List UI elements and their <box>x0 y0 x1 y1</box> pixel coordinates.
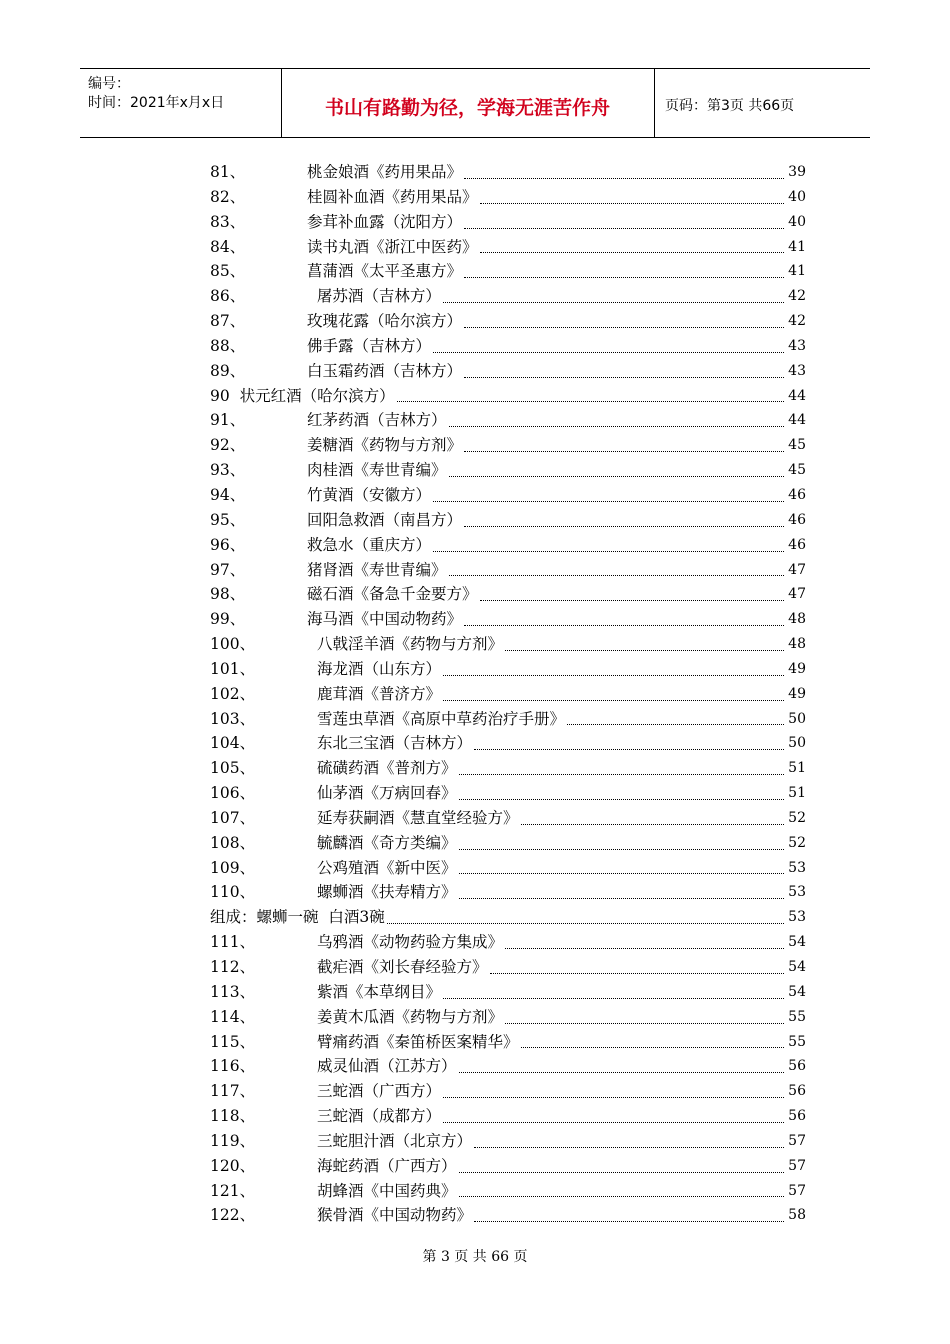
toc-entry-title: 红茅药酒（吉林方） <box>307 411 447 430</box>
toc-entry-page: 56 <box>788 1108 806 1125</box>
toc-dot-leader <box>464 154 784 179</box>
toc-entry-number: 92、 <box>210 436 246 455</box>
toc-entry-number: 84、 <box>210 237 246 256</box>
toc-entry-page: 56 <box>788 1058 806 1075</box>
toc-entry-number: 85、 <box>210 262 246 281</box>
toc-entry-title: 三蛇酒（广西方） <box>317 1082 442 1101</box>
toc-entry-number: 91、 <box>210 411 246 430</box>
toc-entry-title: 臂痛药酒《秦笛桥医案精华》 <box>317 1032 519 1051</box>
toc-dot-leader <box>443 651 784 676</box>
toc-dot-leader <box>474 1197 784 1222</box>
toc-entry-page: 50 <box>788 735 806 752</box>
toc-dot-leader <box>433 328 784 353</box>
document-number-label: 编号： <box>88 76 130 92</box>
toc-entry-title: 雪莲虫草酒《高原中草药治疗手册》 <box>317 709 566 728</box>
toc-dot-leader <box>567 701 784 726</box>
toc-entry-number: 122、 <box>210 1206 256 1225</box>
toc-entry-page: 54 <box>788 959 806 975</box>
document-time-label: 时间：2021年x月x日 <box>88 95 225 111</box>
toc-entry-page: 50 <box>788 710 806 727</box>
toc-dot-leader <box>449 452 784 477</box>
toc-entry-number: 114、 <box>210 1007 256 1026</box>
toc-entry-number: 105、 <box>210 759 256 778</box>
toc-entry-page: 49 <box>788 660 806 677</box>
toc-entry-number: 110、 <box>210 883 256 902</box>
toc-entry-title: 肉桂酒《寿世青编》 <box>307 461 447 480</box>
toc-dot-leader <box>464 204 784 229</box>
toc-entry-title: 姜黄木瓜酒《药物与方剂》 <box>317 1007 504 1026</box>
toc-entry-page: 57 <box>788 1157 806 1174</box>
toc-entry-page: 48 <box>788 636 806 653</box>
toc-dot-leader <box>443 278 784 303</box>
toc-entry-number: 113、 <box>210 982 256 1001</box>
toc-entry-title: 90 状元红酒（哈尔滨方） <box>210 386 395 405</box>
toc-dot-leader <box>464 427 784 452</box>
toc-dot-leader <box>459 1048 784 1073</box>
toc-dot-leader <box>480 229 784 254</box>
header-motto-cell <box>281 69 655 137</box>
toc-entry-title: 紫酒《本草纲目》 <box>317 982 442 1001</box>
toc-entry-title: 白玉霜药酒（吉林方） <box>307 361 463 380</box>
toc-dot-leader <box>521 1024 784 1049</box>
toc-entry-number: 117、 <box>210 1082 256 1101</box>
toc-dot-leader <box>464 303 784 328</box>
toc-dot-leader <box>474 1123 784 1148</box>
toc-entry-title: 毓麟酒《奇方类编》 <box>317 833 457 852</box>
toc-entry-page: 40 <box>788 188 806 205</box>
page-header <box>80 68 870 138</box>
toc-entry-title: 胡蜂酒《中国药典》 <box>317 1181 457 1200</box>
toc-entry-number: 87、 <box>210 312 246 331</box>
toc-entry-number: 106、 <box>210 784 256 803</box>
toc-dot-leader <box>459 775 784 800</box>
toc-entry-number: 82、 <box>210 187 246 206</box>
toc-entry-title: 读书丸酒《浙江中医药》 <box>307 237 478 256</box>
toc-entry-title: 三蛇胆汁酒（北京方） <box>317 1131 473 1150</box>
toc-entry-page: 42 <box>788 313 806 330</box>
toc-entry-page: 58 <box>788 1207 806 1224</box>
toc-entry-title: 威灵仙酒（江苏方） <box>317 1057 457 1076</box>
toc-entry-page: 57 <box>788 1132 806 1149</box>
toc-dot-leader <box>480 576 784 601</box>
toc-entry-page: 53 <box>788 909 806 926</box>
toc-entry-title: 八戟淫羊酒《药物与方剂》 <box>317 635 504 654</box>
toc-entry-title: 猴骨酒《中国动物药》 <box>317 1206 473 1225</box>
toc-entry-title: 磁石酒《备急千金要方》 <box>307 585 478 604</box>
toc-entry-page: 48 <box>788 611 806 628</box>
toc-entry-title: 桂圆补血酒《药用果品》 <box>307 187 478 206</box>
toc-entry-body <box>317 1203 786 1228</box>
toc-dot-leader <box>443 1098 784 1123</box>
toc-dot-leader <box>521 800 784 825</box>
toc-entry-page: 52 <box>788 809 806 826</box>
toc-entry-title: 螺蛳酒《扶寿精方》 <box>317 883 457 902</box>
toc-entry-title: 海蛇药酒（广西方） <box>317 1156 457 1175</box>
toc-dot-leader <box>387 899 784 924</box>
toc-entry-page: 44 <box>788 387 806 404</box>
toc-entry-number: 89、 <box>210 361 246 380</box>
toc-dot-leader <box>459 850 784 875</box>
toc-dot-leader <box>443 676 784 701</box>
toc-dot-leader <box>505 924 784 949</box>
toc-entry-number: 116、 <box>210 1057 256 1076</box>
table-of-contents <box>210 160 806 1228</box>
toc-entry-page: 41 <box>788 238 806 255</box>
toc-entry-title: 延寿获嗣酒《慧直堂经验方》 <box>317 808 519 827</box>
toc-entry-page: 46 <box>788 486 806 503</box>
toc-entry-number: 83、 <box>210 212 246 231</box>
header-page-cell <box>655 69 870 137</box>
toc-dot-leader <box>443 974 784 999</box>
toc-entry-title: 竹黄酒（安徽方） <box>307 485 432 504</box>
toc-entry-title: 参茸补血露（沈阳方） <box>307 212 463 231</box>
header-page-info: 页码：第3页 共66页 <box>665 98 795 114</box>
toc-dot-leader <box>490 949 784 974</box>
toc-entry-title: 公鸡殖酒《新中医》 <box>317 858 457 877</box>
toc-entry-title: 屠苏酒（吉林方） <box>307 287 441 306</box>
toc-dot-leader <box>505 999 784 1024</box>
toc-entry-title: 海龙酒（山东方） <box>317 659 442 678</box>
toc-entry-number: 118、 <box>210 1107 256 1126</box>
toc-entry-page: 44 <box>788 412 806 429</box>
toc-entry-page: 55 <box>788 1008 806 1025</box>
toc-entry-title: 佛手露（吉林方） <box>307 336 432 355</box>
toc-entry-page: 52 <box>788 834 806 851</box>
toc-entry-page: 42 <box>788 288 806 305</box>
toc-entry-number: 104、 <box>210 734 256 753</box>
toc-entry-title: 猪肾酒《寿世青编》 <box>307 560 447 579</box>
toc-entry-page: 53 <box>788 884 806 901</box>
toc-dot-leader <box>433 477 784 502</box>
toc-entry-number: 86、 <box>210 287 246 306</box>
toc-entry-title: 菖蒲酒《太平圣惠方》 <box>307 262 463 281</box>
toc-entry-page: 51 <box>788 760 806 777</box>
toc-entry-title: 截疟酒《刘长春经验方》 <box>317 958 488 976</box>
toc-entry-page: 47 <box>788 586 806 603</box>
toc-entry-page: 43 <box>788 337 806 354</box>
toc-entry-number: 107、 <box>210 808 256 827</box>
toc-dot-leader <box>397 378 784 403</box>
toc-entry-title: 海马酒《中国动物药》 <box>307 610 463 629</box>
toc-entry-page: 39 <box>788 164 806 180</box>
toc-dot-leader <box>449 552 784 577</box>
toc-entry-title: 三蛇酒（成都方） <box>317 1107 442 1126</box>
toc-entry-page: 45 <box>788 437 806 454</box>
toc-entry-number: 99、 <box>210 610 246 629</box>
toc-dot-leader <box>505 626 784 651</box>
toc-dot-leader <box>474 725 784 750</box>
toc-entry-title: 东北三宝酒（吉林方） <box>317 734 473 753</box>
toc-entry-page: 51 <box>788 785 806 802</box>
toc-entry-title: 乌鸦酒《动物药验方集成》 <box>317 933 504 952</box>
toc-dot-leader <box>459 874 784 899</box>
toc-entry-number: 81、 <box>210 163 246 181</box>
toc-entry-page: 46 <box>788 511 806 528</box>
toc-dot-leader <box>459 1173 784 1198</box>
toc-dot-leader <box>480 179 784 204</box>
toc-entry-number: 108、 <box>210 833 256 852</box>
toc-entry-page: 53 <box>788 859 806 876</box>
toc-entry-title: 鹿茸酒《普济方》 <box>317 684 442 703</box>
toc-dot-leader <box>443 1073 784 1098</box>
toc-entry-number: 93、 <box>210 461 246 480</box>
toc-entry-title: 桃金娘酒《药用果品》 <box>307 163 463 181</box>
toc-entry-number: 95、 <box>210 510 246 529</box>
toc-entry <box>210 1203 806 1228</box>
toc-entry-number: 88、 <box>210 336 246 355</box>
toc-entry-number: 112、 <box>210 958 256 976</box>
toc-entry-page: 43 <box>788 362 806 379</box>
toc-entry-number: 103、 <box>210 709 256 728</box>
toc-entry-number: 97、 <box>210 560 246 579</box>
header-meta-cell <box>80 69 282 137</box>
toc-entry-number: 96、 <box>210 535 246 554</box>
toc-dot-leader <box>433 527 784 552</box>
toc-entry-number: 119、 <box>210 1131 256 1150</box>
toc-dot-leader <box>464 253 784 278</box>
toc-entry-page: 56 <box>788 1083 806 1100</box>
header-motto: 书山有路勤为径，学海无涯苦作舟 <box>324 97 610 119</box>
toc-entry-title: 姜糖酒《药物与方剂》 <box>307 436 463 455</box>
toc-entry-number: 98、 <box>210 585 246 604</box>
toc-entry-title: 组成：螺蛳一碗 白酒3碗 <box>210 908 385 927</box>
toc-entry-page: 40 <box>788 213 806 230</box>
toc-entry-number: 121、 <box>210 1181 256 1200</box>
toc-entry-number: 115、 <box>210 1032 256 1051</box>
toc-entry-title: 玫瑰花露（哈尔滨方） <box>307 312 463 331</box>
toc-entry-page: 45 <box>788 462 806 479</box>
toc-entry-number: 109、 <box>210 858 256 877</box>
toc-entry-page: 54 <box>788 934 806 951</box>
toc-entry-title: 硫磺药酒《普剂方》 <box>317 759 457 778</box>
toc-entry-page: 57 <box>788 1182 806 1199</box>
toc-entry-number: 111、 <box>210 933 256 952</box>
page-footer: 第 3 页 共 66 页 <box>422 1249 528 1265</box>
toc-dot-leader <box>449 402 784 427</box>
toc-entry-title: 回阳急救酒（南昌方） <box>307 510 463 529</box>
toc-dot-leader <box>464 353 784 378</box>
toc-entry-page: 54 <box>788 983 806 1000</box>
toc-dot-leader <box>459 825 784 850</box>
toc-entry-title: 救急水（重庆方） <box>307 535 432 554</box>
toc-entry-title: 仙茅酒《万病回春》 <box>317 784 457 803</box>
toc-entry-number: 102、 <box>210 684 256 703</box>
toc-entry-number: 94、 <box>210 485 246 504</box>
toc-dot-leader <box>464 502 784 527</box>
toc-dot-leader <box>464 601 784 626</box>
toc-entry-number: 120、 <box>210 1156 256 1175</box>
toc-dot-leader <box>459 1148 784 1173</box>
toc-dot-leader <box>459 750 784 775</box>
toc-entry-page: 49 <box>788 685 806 702</box>
toc-entry-page: 47 <box>788 561 806 578</box>
toc-entry-number: 101、 <box>210 659 256 678</box>
toc-entry-page: 46 <box>788 536 806 553</box>
toc-entry-page: 55 <box>788 1033 806 1050</box>
toc-entry-number: 100、 <box>210 635 256 654</box>
toc-entry-page: 41 <box>788 263 806 280</box>
